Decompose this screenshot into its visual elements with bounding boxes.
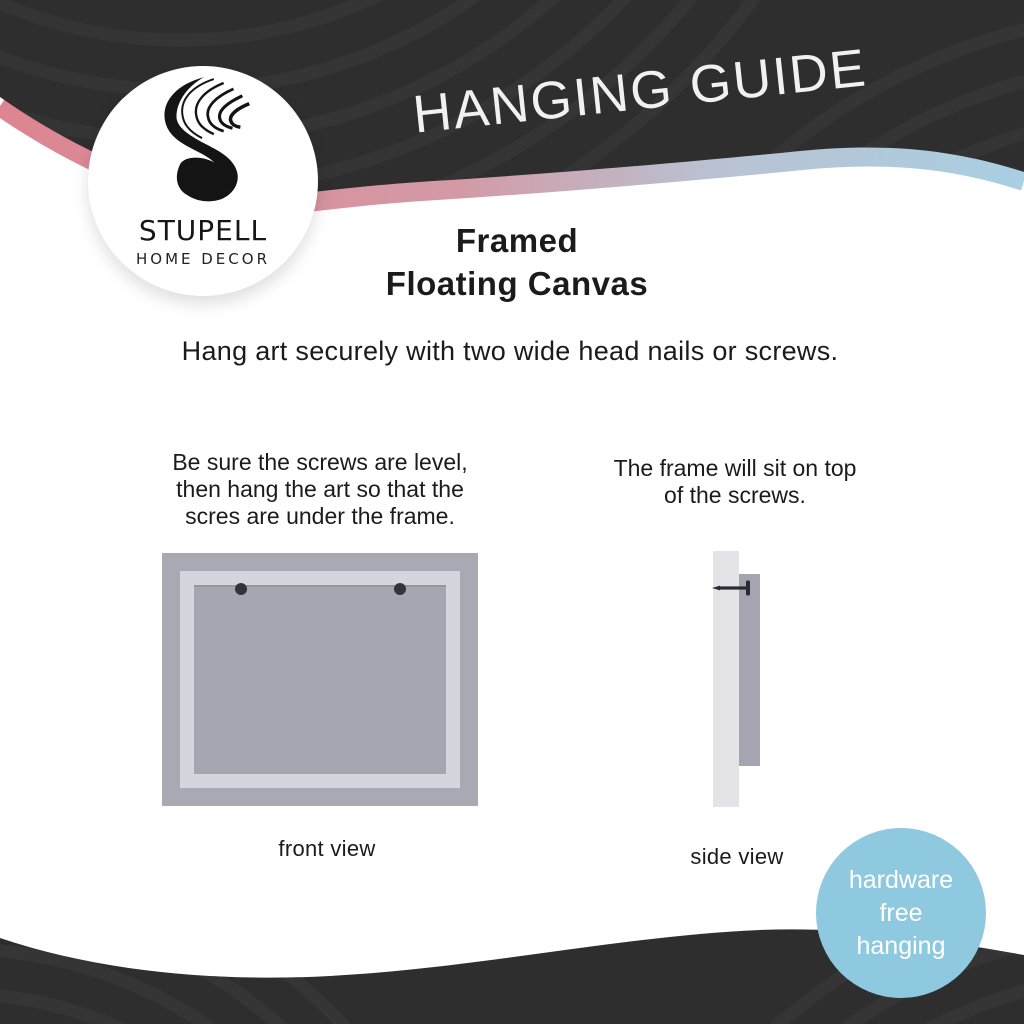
page-title: HANGING GUIDE — [410, 37, 870, 145]
front-view-caption: front view — [278, 836, 376, 861]
side-instr-line2: of the screws. — [664, 482, 806, 508]
side-view-diagram — [700, 545, 790, 815]
product-heading — [317, 219, 717, 305]
screw-dot-right — [394, 583, 406, 595]
brand-tagline: HOME DECOR — [135, 250, 270, 268]
brand-logo — [88, 66, 318, 296]
front-view-diagram — [162, 553, 478, 806]
intro-text: Hang art securely with two wide head nails or screws. — [181, 336, 839, 366]
side-canvas-bar — [739, 574, 760, 766]
side-view-instructions — [585, 455, 885, 509]
brand-swoosh-icon — [145, 76, 263, 208]
front-instr-line3: scres are under the frame. — [185, 503, 455, 529]
brand-name: STUPELL — [138, 214, 268, 247]
frame-canvas — [194, 585, 446, 774]
badge-line3: hanging — [856, 931, 946, 960]
front-view-instructions — [145, 449, 495, 530]
product-heading-line1: Framed — [455, 222, 579, 259]
product-heading-line2: Floating Canvas — [385, 265, 649, 302]
screw-dot-left — [235, 583, 247, 595]
side-view-caption: side view — [690, 844, 784, 869]
front-instr-line1: Be sure the screws are level, — [172, 449, 468, 475]
badge-line1: hardware — [848, 865, 954, 894]
badge-text — [849, 864, 953, 963]
side-instr-line1: The frame will sit on top — [613, 455, 857, 481]
nail-icon — [712, 578, 756, 598]
badge-line2: free — [879, 898, 923, 927]
front-instr-line2: then hang the art so that the — [176, 476, 464, 502]
hardware-free-badge — [816, 828, 986, 998]
